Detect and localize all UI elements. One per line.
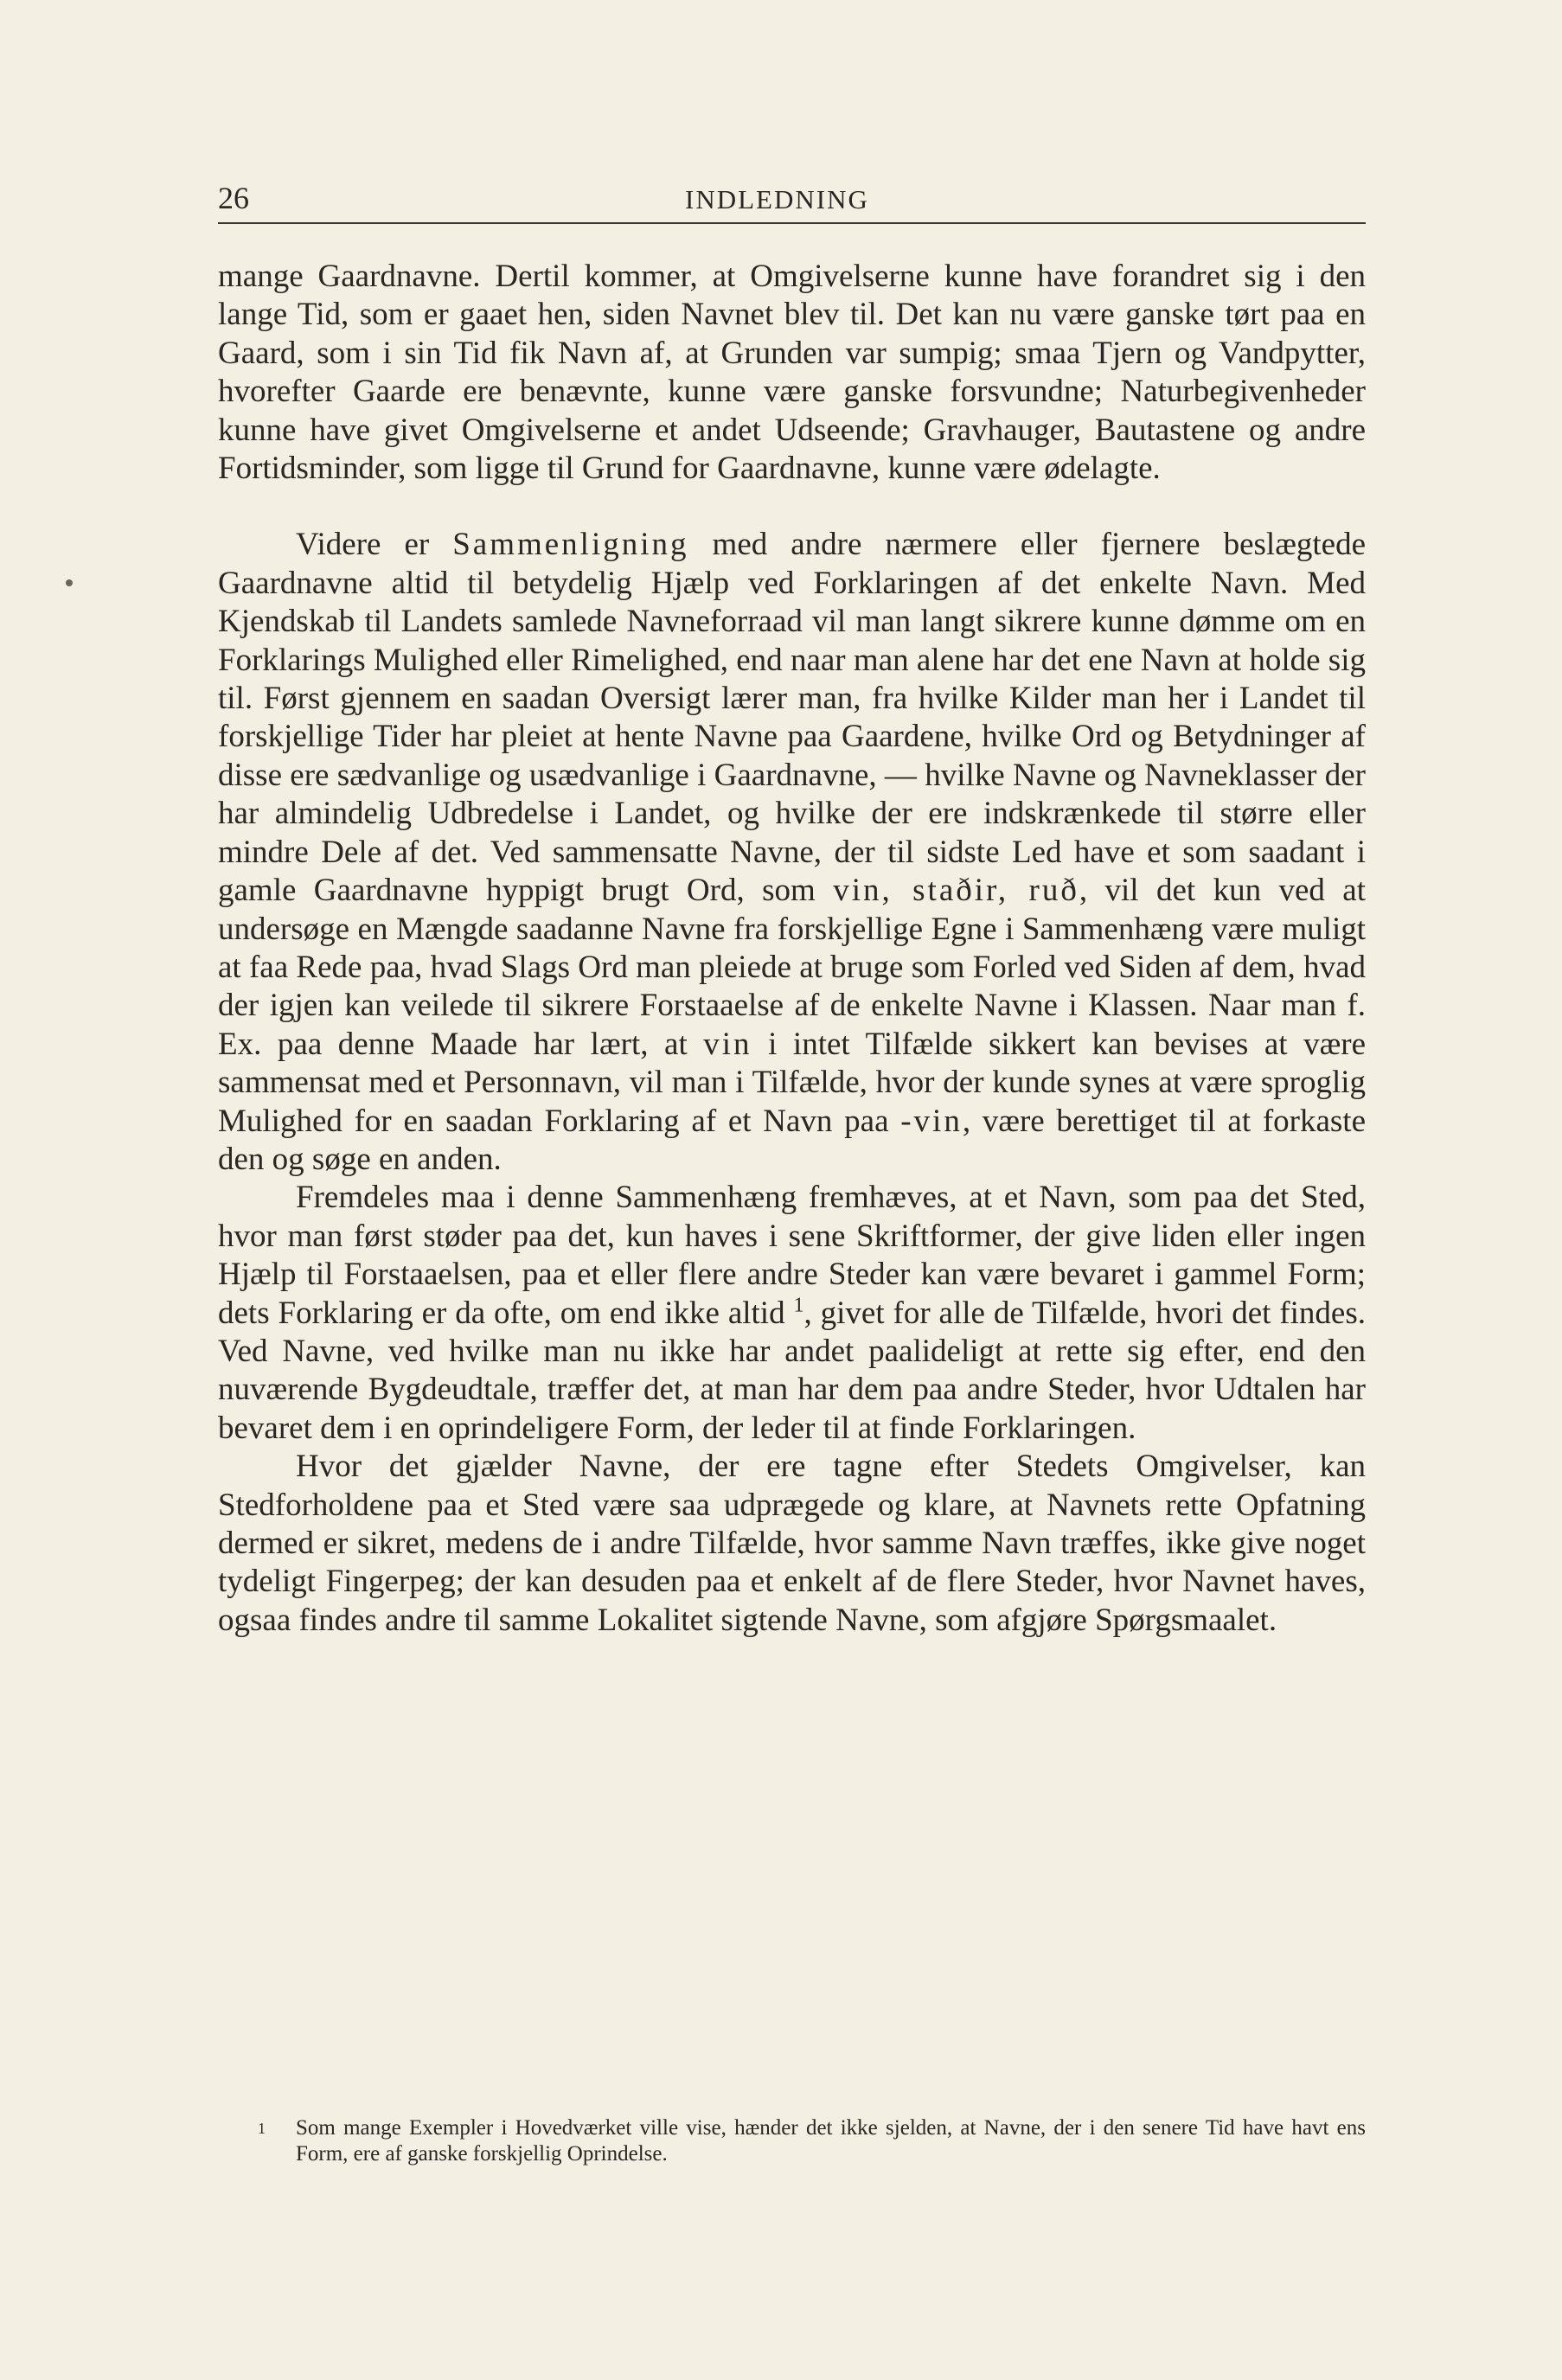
paragraph: mange Gaardnavne. Dertil kommer, at Omgivelserne kunne have forandret sig i den lange Tid, som er gaaet hen, siden Navnet blev til. Det kan nu være ganske tørt paa en Gaard, som i sin Tid fik Navn af, at Grunden var sumpig; smaa Tjern og Vandpytter, hvorefter Gaarde ere benævnte, kunne være ganske forsvundne; Naturbegivenheder kunne have givet Omgivelserne et andet Udseende; Gravhauger, Bautastene og andre Fortidsminder, som ligge til Grund for Gaardnavne, kunne være ødelagte. [218,259,1366,487]
paragraph: Videre er Sammenligning med andre nærmere eller fjernere beslægtede Gaardnavne altid til betydelig Hjælp ved Forklaringen af det enkelte Navn. Med Kjendskab til Landets samlede Navneforraad vil man langt sikrere kunne dømme om en Forklarings Mulighed eller Rimelighed, end naar man alene har det ene Navn at holde sig til. Først gjennem en saadan Oversigt lærer man, fra hvilke Kilder man her i Landet til forskjellige Tider har pleiet at hente Navne paa Gaardene, hvilke Ord og Betydninger af disse ere sædvanlige og usædvanlige i Gaardnavne, — hvilke Navne og Navneklasser der har almindelig Udbredelse i Landet, og hvilke der ere indskrænkede til større eller mindre Dele af det. Ved sammensatte Navne, der til sidste Led have et som saadant i gamle Gaardnavne hyppigt brugt Ord, som vin, staðir, ruð, vil det kun ved at undersøge en Mængde saadanne Navne fra forskjellige Egne i Sammenhæng være muligt at faa Rede paa, hvad Slags Ord man pleiede at bruge som Forled ved Siden af dem, hvad der igjen kan veilede til sikrere Forstaaelse af de enkelte Navne i Klassen. Naar man f. Ex. paa denne Maade har lært, at vin i intet Tilfælde sikkert kan bevises at være sammensat med et Personnavn, vil man i Tilfælde, hvor der kunde synes at være sproglig Mulighed for en saadan Forklaring af et Navn paa -vin, være berettiget til at forkaste den og søge en anden. [218,527,1367,1177]
page-number: 26 [218,181,249,215]
footnote [218,2115,1366,2167]
spaced-term: vin, staðir, ruð [833,873,1079,909]
paragraph: Hvor det gjælder Navne, der ere tagne efter Stedets Omgivelser, kan Stedforholdene paa et Sted være saa udprægede og klare, at Navnets rette Opfatning dermed er sikret, medens de i andre Tilfælde, hvor samme Navn træffes, ikke give noget tydeligt Fingerpeg; der kan desuden paa et enkelt af de flere Steder, hvor Navnet haves, ogsaa findes andre til samme Lokalitet sigtende Navne, som afgjøre Spørgsmaalet. [218,1449,1366,1638]
spaced-term: vin [703,1026,752,1062]
spaced-term: Sammenligning [452,527,689,563]
spaced-term: -vin [900,1103,963,1139]
footnote-mark: 1 [258,2120,266,2137]
page-header [218,177,1366,224]
footnote-text: Som mange Exempler i Hovedværket ville vise, hænder det ikke sjelden, at Navne, der i den senere Tid have havt ens Form, ere af ganske forskjellig Oprindelse. [296,2116,1366,2166]
ink-speck [66,579,73,586]
paragraph: Fremdeles maa i denne Sammenhæng fremhæves, at et Navn, som paa det Sted, hvor man først støder paa det, kun haves i sene Skriftformer, der give liden eller ingen Hjælp til Forstaaelsen, paa et eller flere andre Steder kan være bevaret i gammel Form; dets Forklaring er da ofte, om end ikke altid $^1$, givet for alle de Tilfælde, hvori det findes. Ved Navne, ved hvilke man nu ikke har andet paalideligt at rette sig efter, end den nuværende Bygdeudtale, træffer det, at man har dem paa andre Steder, hvor Udtalen har bevaret dem i en oprindeligere Form, der leder til at finde Forklaringen. [218,1180,1366,1446]
footnotes [218,2115,1366,2167]
body-text [218,258,1366,1640]
footnote-reference[interactable]: 1 [793,1294,804,1317]
running-head: INDLEDNING [685,184,869,214]
